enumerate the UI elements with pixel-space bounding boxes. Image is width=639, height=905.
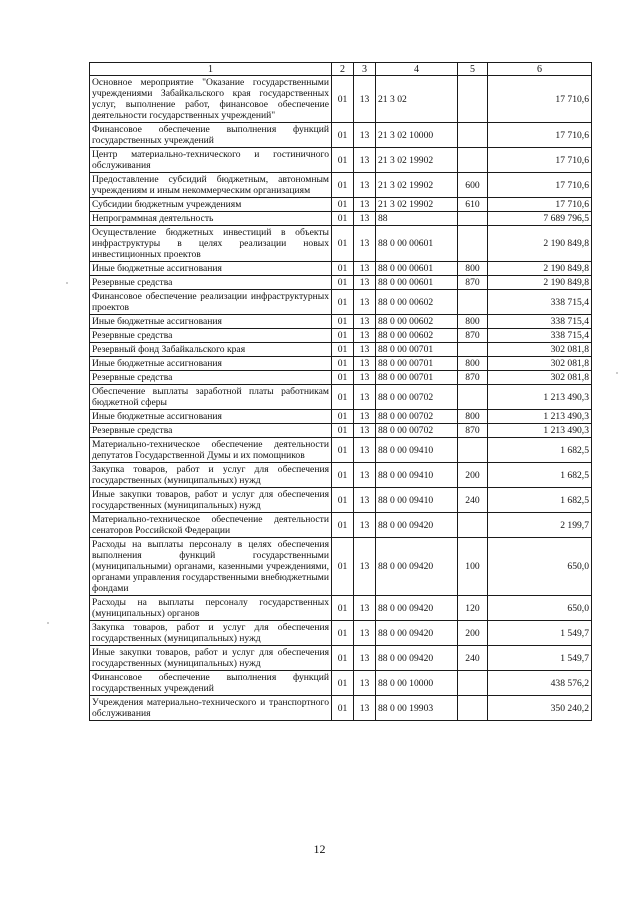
table-row [90,538,592,596]
row-expense-type-cell: 800 [458,357,488,371]
row-name-cell: Иные закупки товаров, работ и услуг для обеспечения государственных (муниципальных) нужд [90,488,332,513]
row-section-cell: 01 [332,538,354,596]
row-name-cell: Иные закупки товаров, работ и услуг для обеспечения государственных (муниципальных) нужд [90,646,332,671]
row-name-cell: Непрограммная деятельность [90,212,332,226]
row-section-cell: 01 [332,671,354,696]
row-name-cell: Материально-техническое обеспечение деятельности сенаторов Российской Федерации [90,513,332,538]
table-row [90,671,592,696]
table-row [90,357,592,371]
row-amount-cell: 1 682,5 [488,463,592,488]
row-expense-type-cell: 800 [458,315,488,329]
row-amount-cell: 338 715,4 [488,329,592,343]
row-name-cell: Резервные средства [90,424,332,438]
row-target-article-cell: 88 0 00 09410 [376,438,458,463]
row-section-cell: 01 [332,329,354,343]
row-section-cell: 01 [332,621,354,646]
row-target-article-cell: 88 0 00 00702 [376,410,458,424]
table-row [90,276,592,290]
table-row [90,621,592,646]
row-subsection-cell: 13 [354,696,376,721]
row-target-article-cell: 88 0 00 09420 [376,621,458,646]
row-amount-cell: 302 081,8 [488,371,592,385]
row-target-article-cell: 88 0 00 00601 [376,262,458,276]
table-row [90,315,592,329]
table-row [90,148,592,173]
row-target-article-cell: 21 3 02 19902 [376,173,458,198]
row-section-cell: 01 [332,513,354,538]
row-expense-type-cell: 800 [458,262,488,276]
row-subsection-cell: 13 [354,198,376,212]
header-col-3: 3 [354,63,376,76]
row-expense-type-cell: 870 [458,424,488,438]
row-name-cell: Закупка товаров, работ и услуг для обеспечения государственных (муниципальных) нужд [90,463,332,488]
row-target-article-cell: 21 3 02 19902 [376,148,458,173]
table-row [90,438,592,463]
row-name-cell: Осуществление бюджетных инвестиций в объекты инфраструктуры в целях реализации новых инвестиционных проектов [90,226,332,262]
row-target-article-cell: 88 [376,212,458,226]
row-section-cell: 01 [332,343,354,357]
row-name-cell: Иные бюджетные ассигнования [90,357,332,371]
row-subsection-cell: 13 [354,290,376,315]
row-section-cell: 01 [332,262,354,276]
row-target-article-cell: 21 3 02 19902 [376,198,458,212]
row-section-cell: 01 [332,123,354,148]
table-row [90,290,592,315]
row-name-cell: Иные бюджетные ассигнования [90,262,332,276]
row-expense-type-cell: 240 [458,646,488,671]
table-row [90,488,592,513]
row-subsection-cell: 13 [354,226,376,262]
row-section-cell: 01 [332,646,354,671]
row-subsection-cell: 13 [354,148,376,173]
row-target-article-cell: 88 0 00 09410 [376,488,458,513]
row-subsection-cell: 13 [354,262,376,276]
row-section-cell: 01 [332,148,354,173]
row-target-article-cell: 88 0 00 00701 [376,343,458,357]
table-header [90,63,592,76]
header-col-5: 5 [458,63,488,76]
table-row [90,173,592,198]
row-target-article-cell: 88 0 00 00701 [376,357,458,371]
row-name-cell: Иные бюджетные ассигнования [90,410,332,424]
row-name-cell: Центр материально-технического и гостиничного обслуживания [90,148,332,173]
row-expense-type-cell [458,385,488,410]
page-number: 12 [313,842,326,856]
row-section-cell: 01 [332,438,354,463]
row-subsection-cell: 13 [354,646,376,671]
row-target-article-cell: 88 0 00 00702 [376,424,458,438]
row-target-article-cell: 88 0 00 00701 [376,371,458,385]
row-expense-type-cell [458,290,488,315]
scan-speck [616,372,618,374]
row-expense-type-cell: 100 [458,538,488,596]
row-amount-cell: 338 715,4 [488,290,592,315]
row-subsection-cell: 13 [354,671,376,696]
row-expense-type-cell: 200 [458,621,488,646]
table-row [90,410,592,424]
row-subsection-cell: 13 [354,276,376,290]
row-expense-type-cell: 120 [458,596,488,621]
row-subsection-cell: 13 [354,212,376,226]
row-amount-cell: 1 549,7 [488,646,592,671]
row-target-article-cell: 88 0 00 10000 [376,671,458,696]
row-name-cell: Иные бюджетные ассигнования [90,315,332,329]
row-target-article-cell: 88 0 00 00702 [376,385,458,410]
table-row [90,198,592,212]
row-subsection-cell: 13 [354,173,376,198]
row-expense-type-cell: 600 [458,173,488,198]
row-subsection-cell: 13 [354,488,376,513]
row-amount-cell: 7 689 796,5 [488,212,592,226]
row-amount-cell: 17 710,6 [488,123,592,148]
table-row [90,226,592,262]
row-expense-type-cell [458,343,488,357]
row-amount-cell: 338 715,4 [488,315,592,329]
row-expense-type-cell [458,76,488,123]
row-amount-cell: 2 199,7 [488,513,592,538]
row-name-cell: Резервные средства [90,329,332,343]
header-col-6: 6 [488,63,592,76]
row-name-cell: Финансовое обеспечение выполнения функций государственных учреждений [90,123,332,148]
row-section-cell: 01 [332,371,354,385]
row-name-cell: Расходы на выплаты персоналу государственных (муниципальных) органов [90,596,332,621]
row-name-cell: Резервный фонд Забайкальского края [90,343,332,357]
row-section-cell: 01 [332,463,354,488]
header-col-2: 2 [332,63,354,76]
row-expense-type-cell: 610 [458,198,488,212]
row-amount-cell: 650,0 [488,596,592,621]
row-expense-type-cell [458,212,488,226]
row-subsection-cell: 13 [354,76,376,123]
row-amount-cell: 17 710,6 [488,198,592,212]
row-section-cell: 01 [332,290,354,315]
row-target-article-cell: 88 0 00 09420 [376,596,458,621]
row-target-article-cell: 88 0 00 09420 [376,513,458,538]
row-subsection-cell: 13 [354,621,376,646]
row-amount-cell: 1 682,5 [488,438,592,463]
row-section-cell: 01 [332,424,354,438]
row-subsection-cell: 13 [354,123,376,148]
table-row [90,424,592,438]
table-row [90,513,592,538]
scan-speck [47,622,49,624]
row-subsection-cell: 13 [354,329,376,343]
table-row [90,463,592,488]
row-amount-cell: 1 549,7 [488,621,592,646]
row-target-article-cell: 21 3 02 [376,76,458,123]
row-target-article-cell: 88 0 00 00601 [376,226,458,262]
row-subsection-cell: 13 [354,385,376,410]
row-name-cell: Предоставление субсидий бюджетным, автономным учреждениям и иным некоммерческим организациям [90,173,332,198]
table-row [90,646,592,671]
row-expense-type-cell [458,696,488,721]
table-row [90,329,592,343]
row-section-cell: 01 [332,173,354,198]
table-row [90,596,592,621]
row-amount-cell: 1 213 490,3 [488,385,592,410]
row-section-cell: 01 [332,76,354,123]
row-section-cell: 01 [332,410,354,424]
row-subsection-cell: 13 [354,315,376,329]
row-amount-cell: 17 710,6 [488,76,592,123]
row-section-cell: 01 [332,596,354,621]
row-name-cell: Закупка товаров, работ и услуг для обеспечения государственных (муниципальных) нужд [90,621,332,646]
row-expense-type-cell [458,123,488,148]
row-name-cell: Материально-техническое обеспечение деятельности депутатов Государственной Думы и их помощников [90,438,332,463]
row-target-article-cell: 88 0 00 00602 [376,315,458,329]
row-name-cell: Обеспечение выплаты заработной платы работникам бюджетной сферы [90,385,332,410]
row-subsection-cell: 13 [354,438,376,463]
row-subsection-cell: 13 [354,357,376,371]
table-row [90,123,592,148]
header-col-4: 4 [376,63,458,76]
row-target-article-cell: 21 3 02 10000 [376,123,458,148]
row-expense-type-cell [458,671,488,696]
table-row [90,343,592,357]
row-amount-cell: 650,0 [488,538,592,596]
row-subsection-cell: 13 [354,424,376,438]
row-expense-type-cell: 800 [458,410,488,424]
row-section-cell: 01 [332,357,354,371]
row-target-article-cell: 88 0 00 09420 [376,646,458,671]
row-amount-cell: 17 710,6 [488,148,592,173]
row-name-cell: Основное мероприятие "Оказание государственными учреждениями Забайкальского края государственных услуг, выполнение работ, финансовое обеспечение деятельности государственных учреждений" [90,76,332,123]
row-expense-type-cell: 240 [458,488,488,513]
row-section-cell: 01 [332,488,354,513]
row-expense-type-cell [458,226,488,262]
row-amount-cell: 350 240,2 [488,696,592,721]
row-amount-cell: 302 081,8 [488,357,592,371]
row-target-article-cell: 88 0 00 09410 [376,463,458,488]
table-row [90,262,592,276]
row-section-cell: 01 [332,226,354,262]
header-row [90,63,592,76]
row-amount-cell: 1 213 490,3 [488,424,592,438]
row-name-cell: Финансовое обеспечение реализации инфраструктурных проектов [90,290,332,315]
row-name-cell: Учреждения материально-технического и транспортного обслуживания [90,696,332,721]
row-amount-cell: 302 081,8 [488,343,592,357]
row-subsection-cell: 13 [354,513,376,538]
row-expense-type-cell [458,148,488,173]
row-expense-type-cell [458,438,488,463]
row-target-article-cell: 88 0 00 00601 [376,276,458,290]
row-name-cell: Субсидии бюджетным учреждениям [90,198,332,212]
row-name-cell: Резервные средства [90,276,332,290]
row-expense-type-cell: 870 [458,371,488,385]
row-target-article-cell: 88 0 00 19903 [376,696,458,721]
row-target-article-cell: 88 0 00 00602 [376,290,458,315]
row-subsection-cell: 13 [354,538,376,596]
table-row [90,385,592,410]
row-section-cell: 01 [332,198,354,212]
row-expense-type-cell: 870 [458,329,488,343]
row-amount-cell: 1 213 490,3 [488,410,592,424]
table-row [90,76,592,123]
row-section-cell: 01 [332,212,354,226]
row-amount-cell: 2 190 849,8 [488,276,592,290]
row-name-cell: Резервные средства [90,371,332,385]
row-amount-cell: 17 710,6 [488,173,592,198]
table-body [90,76,592,721]
budget-table [89,62,592,721]
row-target-article-cell: 88 0 00 09420 [376,538,458,596]
table-row [90,371,592,385]
row-expense-type-cell [458,513,488,538]
scan-speck [66,282,68,284]
row-amount-cell: 2 190 849,8 [488,262,592,276]
row-amount-cell: 438 576,2 [488,671,592,696]
header-col-1: 1 [90,63,332,76]
row-section-cell: 01 [332,315,354,329]
row-section-cell: 01 [332,696,354,721]
table-row [90,696,592,721]
row-section-cell: 01 [332,276,354,290]
row-name-cell: Расходы на выплаты персоналу в целях обеспечения выполнения функций государственными (муниципальными) органами, казенными учреждениями, органами управления государственными внебюджетными фондами [90,538,332,596]
row-subsection-cell: 13 [354,596,376,621]
table-row [90,212,592,226]
row-subsection-cell: 13 [354,410,376,424]
row-name-cell: Финансовое обеспечение выполнения функций государственных учреждений [90,671,332,696]
row-subsection-cell: 13 [354,463,376,488]
row-subsection-cell: 13 [354,343,376,357]
row-subsection-cell: 13 [354,371,376,385]
row-amount-cell: 1 682,5 [488,488,592,513]
row-target-article-cell: 88 0 00 00602 [376,329,458,343]
row-expense-type-cell: 200 [458,463,488,488]
row-section-cell: 01 [332,385,354,410]
row-expense-type-cell: 870 [458,276,488,290]
row-amount-cell: 2 190 849,8 [488,226,592,262]
